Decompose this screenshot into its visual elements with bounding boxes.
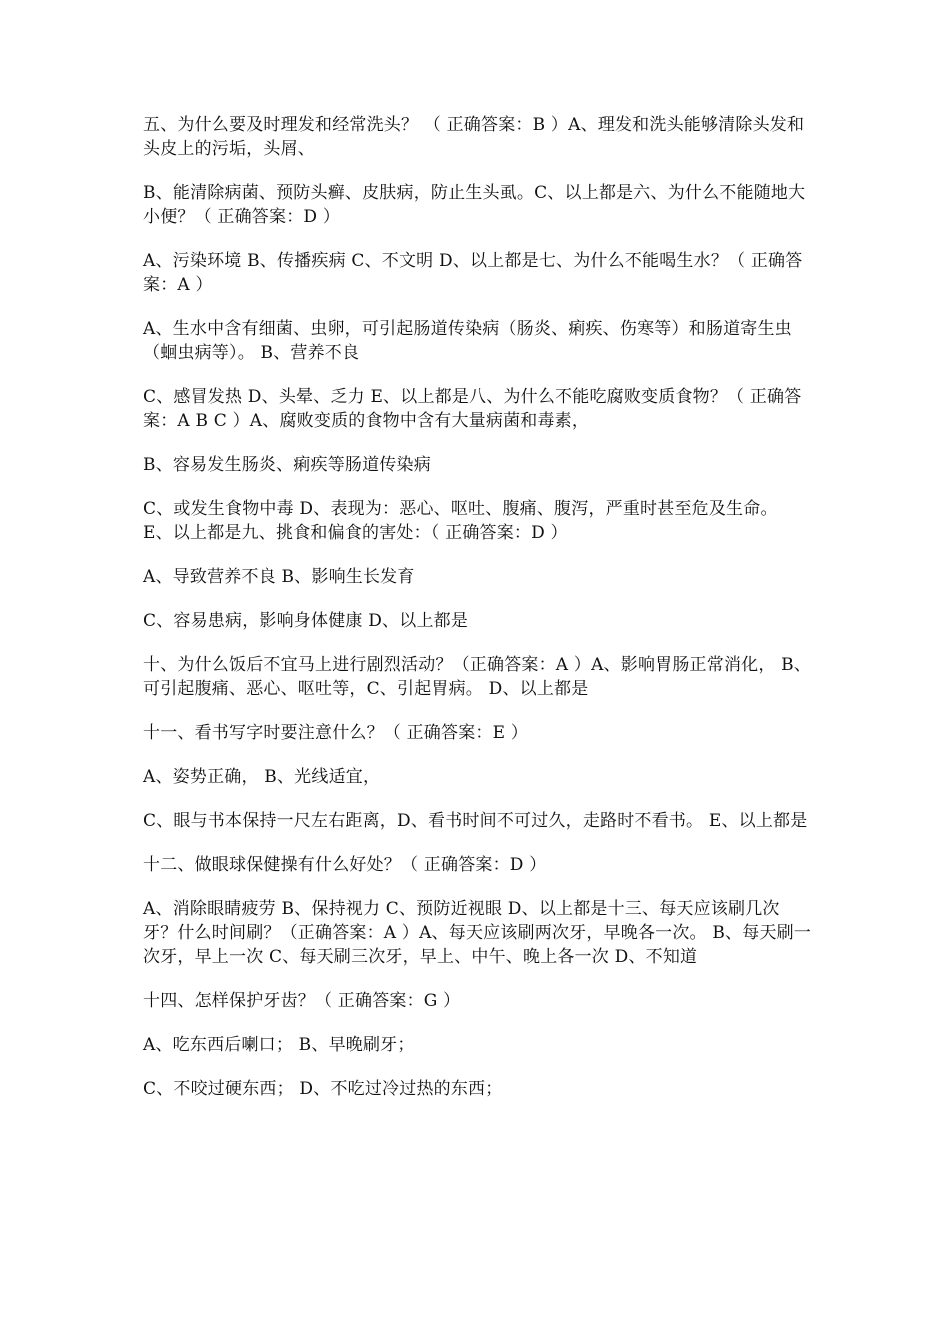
paragraph-q10: 十、为什么饭后不宜马上进行剧烈活动？（正确答案：A ）A、影响胃肠正常消化， B、可引起腹痛、恶心、呕吐等，C、引起胃病。 D、以上都是 [143,655,812,699]
paragraph-q11-options-ab: A、姿势正确， B、光线适宜， [143,767,381,787]
paragraph-q11: 十一、看书写字时要注意什么？（ 正确答案：E ） [143,723,529,743]
paragraph-q8-options-q9: C、或发生食物中毒 D、表现为：恶心、呕吐、腹痛、腹泻，严重时甚至危及生命。 E、以上都是九、挑食和偏食的害处：（ 正确答案：D ） [143,499,778,543]
paragraph-q14: 十四、怎样保护牙齿？（ 正确答案：G ） [143,991,461,1011]
paragraph-q7-options: A、生水中含有细菌、虫卵，可引起肠道传染病（肠炎、痢疾、伤寒等）和肠道寄生虫（蛔虫病等）。 B、营养不良 [143,319,792,363]
paragraph-q9-options-cd: C、容易患病，影响身体健康 D、以上都是 [143,611,469,631]
paragraph-q14-options-ab: A、吃东西后喇口； B、早晚刷牙； [143,1035,415,1055]
paragraph-q14-options-cd: C、不咬过硬东西； D、不吃过冷过热的东西； [143,1079,503,1099]
paragraph-q9-options-ab: A、导致营养不良 B、影响生长发育 [143,567,415,587]
paragraph-q7-options-q8: C、感冒发热 D、头晕、乏力 E、以上都是八、为什么不能吃腐败变质食物？（ 正确答案：A B C ）A、腐败变质的食物中含有大量病菌和毒素， [143,387,802,431]
paragraph-q6-options-q7: A、污染环境 B、传播疾病 C、不文明 D、以上都是七、为什么不能喝生水？（ 正确答案：A ） [143,251,803,295]
paragraph-q12-options-q13: A、消除眼睛疲劳 B、保持视力 C、预防近视眼 D、以上都是十三、每天应该刷几次牙？什么时间刷？（正确答案：A ）A、每天应该刷两次牙，早晚各一次。 B、每天刷一次牙，早上一次 C、每天刷三次牙，早上、中午、晚上各一次 D、不知道 [143,899,812,967]
document-body [143,113,813,1121]
paragraph-q5: 五、为什么要及时理发和经常洗头？ （ 正确答案：B ）A、理发和洗头能够清除头发和头皮上的污垢，头屑、 [143,115,805,159]
paragraph-q5-options-q6: B、能清除病菌、预防头癣、皮肤病，防止生头虱。C、以上都是六、为什么不能随地大小便？（ 正确答案：D ） [143,183,806,227]
paragraph-q11-options-cde: C、眼与书本保持一尺左右距离，D、看书时间不可过久，走路时不看书。 E、以上都是 [143,811,808,831]
paragraph-q8-option-b: B、容易发生肠炎、痢疾等肠道传染病 [143,455,431,475]
paragraph-q12: 十二、做眼球保健操有什么好处？（ 正确答案：D ） [143,855,547,875]
